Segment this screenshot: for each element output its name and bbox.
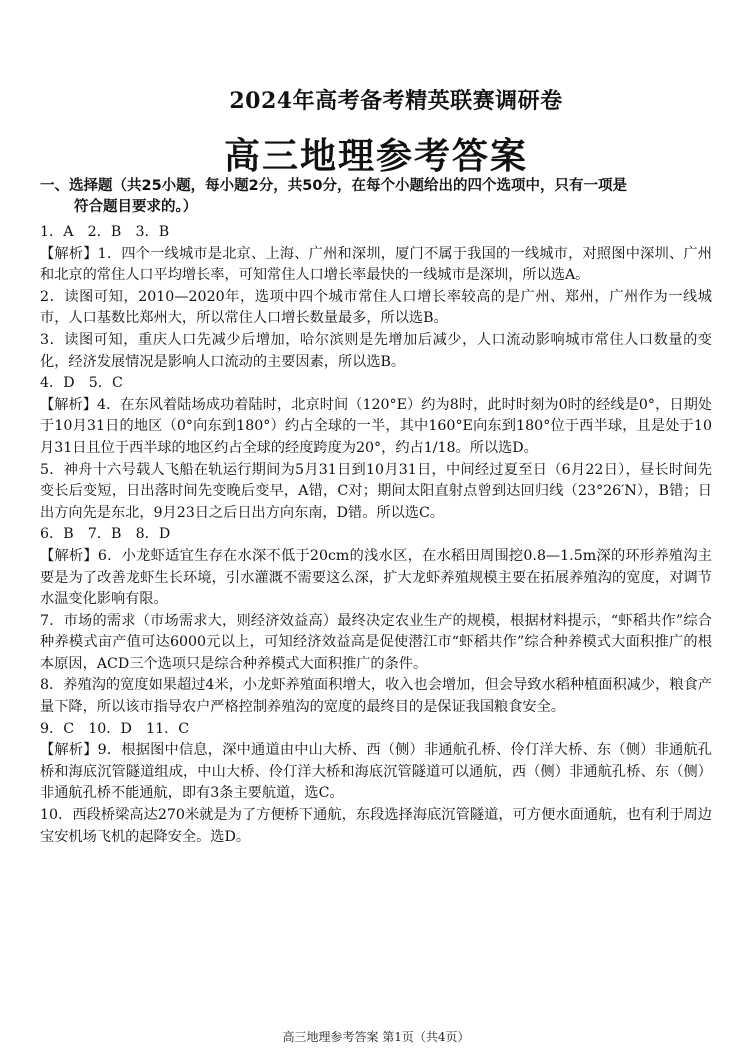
page-footer: 高三地理参考答案 第1页（共4页） (282, 1030, 470, 1044)
explanation-paragraph: 5．神舟十六号载人飞船在轨运行期间为5月31日到10月31日，中间经过夏至日（6月22日），昼长时间先变长后变短，日出落时间先变晚后变早，A错，C对；期间太阳直射点曾到达回归线（23°26′N），B错；日出方向先是东北，9月23日之后日出方向东南，D错。所以选C。 (40, 461, 712, 521)
section-heading-line2: 符合题目要求的。） (74, 199, 198, 215)
explanation-paragraph: 10．西段桥梁高达270米就是为了方便桥下通航，东段选择海底沉管隧道，可方便水面通航，也有利于周边宝安机场飞机的起降安全。选D。 (40, 807, 712, 845)
section-heading (40, 176, 720, 218)
explanation-paragraph: 【解析】4．在东风着陆场成功着陆时，北京时间（120°E）约为8时，此时时刻为0时的经线是0°，日期处于10月31日的地区（0°向东到180°）约占全球的一半，其中160°E向东到180°位于西半球，且是处于10月31日且位于西半球的地区约占全球的经度跨度为20°，约占1/18。所以选D。 (40, 396, 712, 456)
answer-body (40, 222, 712, 848)
explanation-paragraph: 2．读图可知，2010—2020年，选项中四个城市常住人口增长率较高的是广州、郑州，广州作为一线城市，人口基数比郑州大，所以常住人口增长数量最多，所以选B。 (40, 288, 712, 327)
page-title: 高三地理参考答案 (223, 136, 528, 177)
answer-key-line: 1．A 2．B 3．B (40, 224, 170, 240)
explanation-paragraph: 【解析】6．小龙虾适宜生存在水深不低于20cm的浅水区，在水稻田周围挖0.8—1.5m深的环形养殖沟主要是为了改善龙虾生长环境，引水灌溉不需要这么深，扩大龙虾养殖规模主要在拓展养殖沟的宽度，对调节水温变化影响有限。 (40, 547, 712, 608)
explanation-paragraph: 3．读图可知，重庆人口先减少后增加，哈尔滨则是先增加后减少，人口流动影响城市常住人口数量的变化，经济发展情况是影响人口流动的主要因素，所以选B。 (40, 331, 712, 370)
answer-key-line: 9．C 10．D 11．C (40, 720, 190, 737)
explanation-paragraph: 8．养殖沟的宽度如果超过4米，小龙虾养殖面积增大，收入也会增加，但会导致水稻种植面积减少，粮食产量下降，所以该市指导农户严格控制养殖沟的宽度的最终目的是保证我国粮食安全。 (40, 677, 712, 716)
answer-key-line: 6．B 7．B 8．D (40, 526, 171, 543)
explanation-paragraph: 7．市场的需求（市场需求大，则经济效益高）最终决定农业生产的规模，根据材料提示，“虾稻共作”综合种养模式亩产值可达6000元以上，可知经济效益高是促使潜江市“虾稻共作”综合种养模式大面积推广的根本原因，ACD三个选项只是综合种养模式大面积推广的条件。 (40, 612, 712, 672)
explanation-paragraph: 【解析】1．四个一线城市是北京、上海、广州和深圳，厦门不属于我国的一线城市，对照图中深圳、广州和北京的常住人口平均增长率，可知常住人口增长率最快的一线城市是深圳，所以选A。 (40, 245, 712, 284)
explanation-paragraph: 【解析】9．根据图中信息，深中通道由中山大桥、西（侧）非通航孔桥、伶仃洋大桥、东（侧）非通航孔桥和海底沉管隧道组成，中山大桥、伶仃洋大桥和海底沉管隧道可以通航，西（侧）非通航孔桥、东（侧）非通航孔桥不能通航，即有3条主要航道，选C。 (40, 742, 712, 802)
exam-series-title: 2024年高考备考精英联赛调研卷 (229, 88, 563, 114)
section-heading-line1: 一、选择题（共25小题，每小题2分，共50分，在每个小题给出的四个选项中，只有一项是 (40, 178, 627, 194)
answer-key-line: 4．D 5．C (40, 375, 123, 392)
